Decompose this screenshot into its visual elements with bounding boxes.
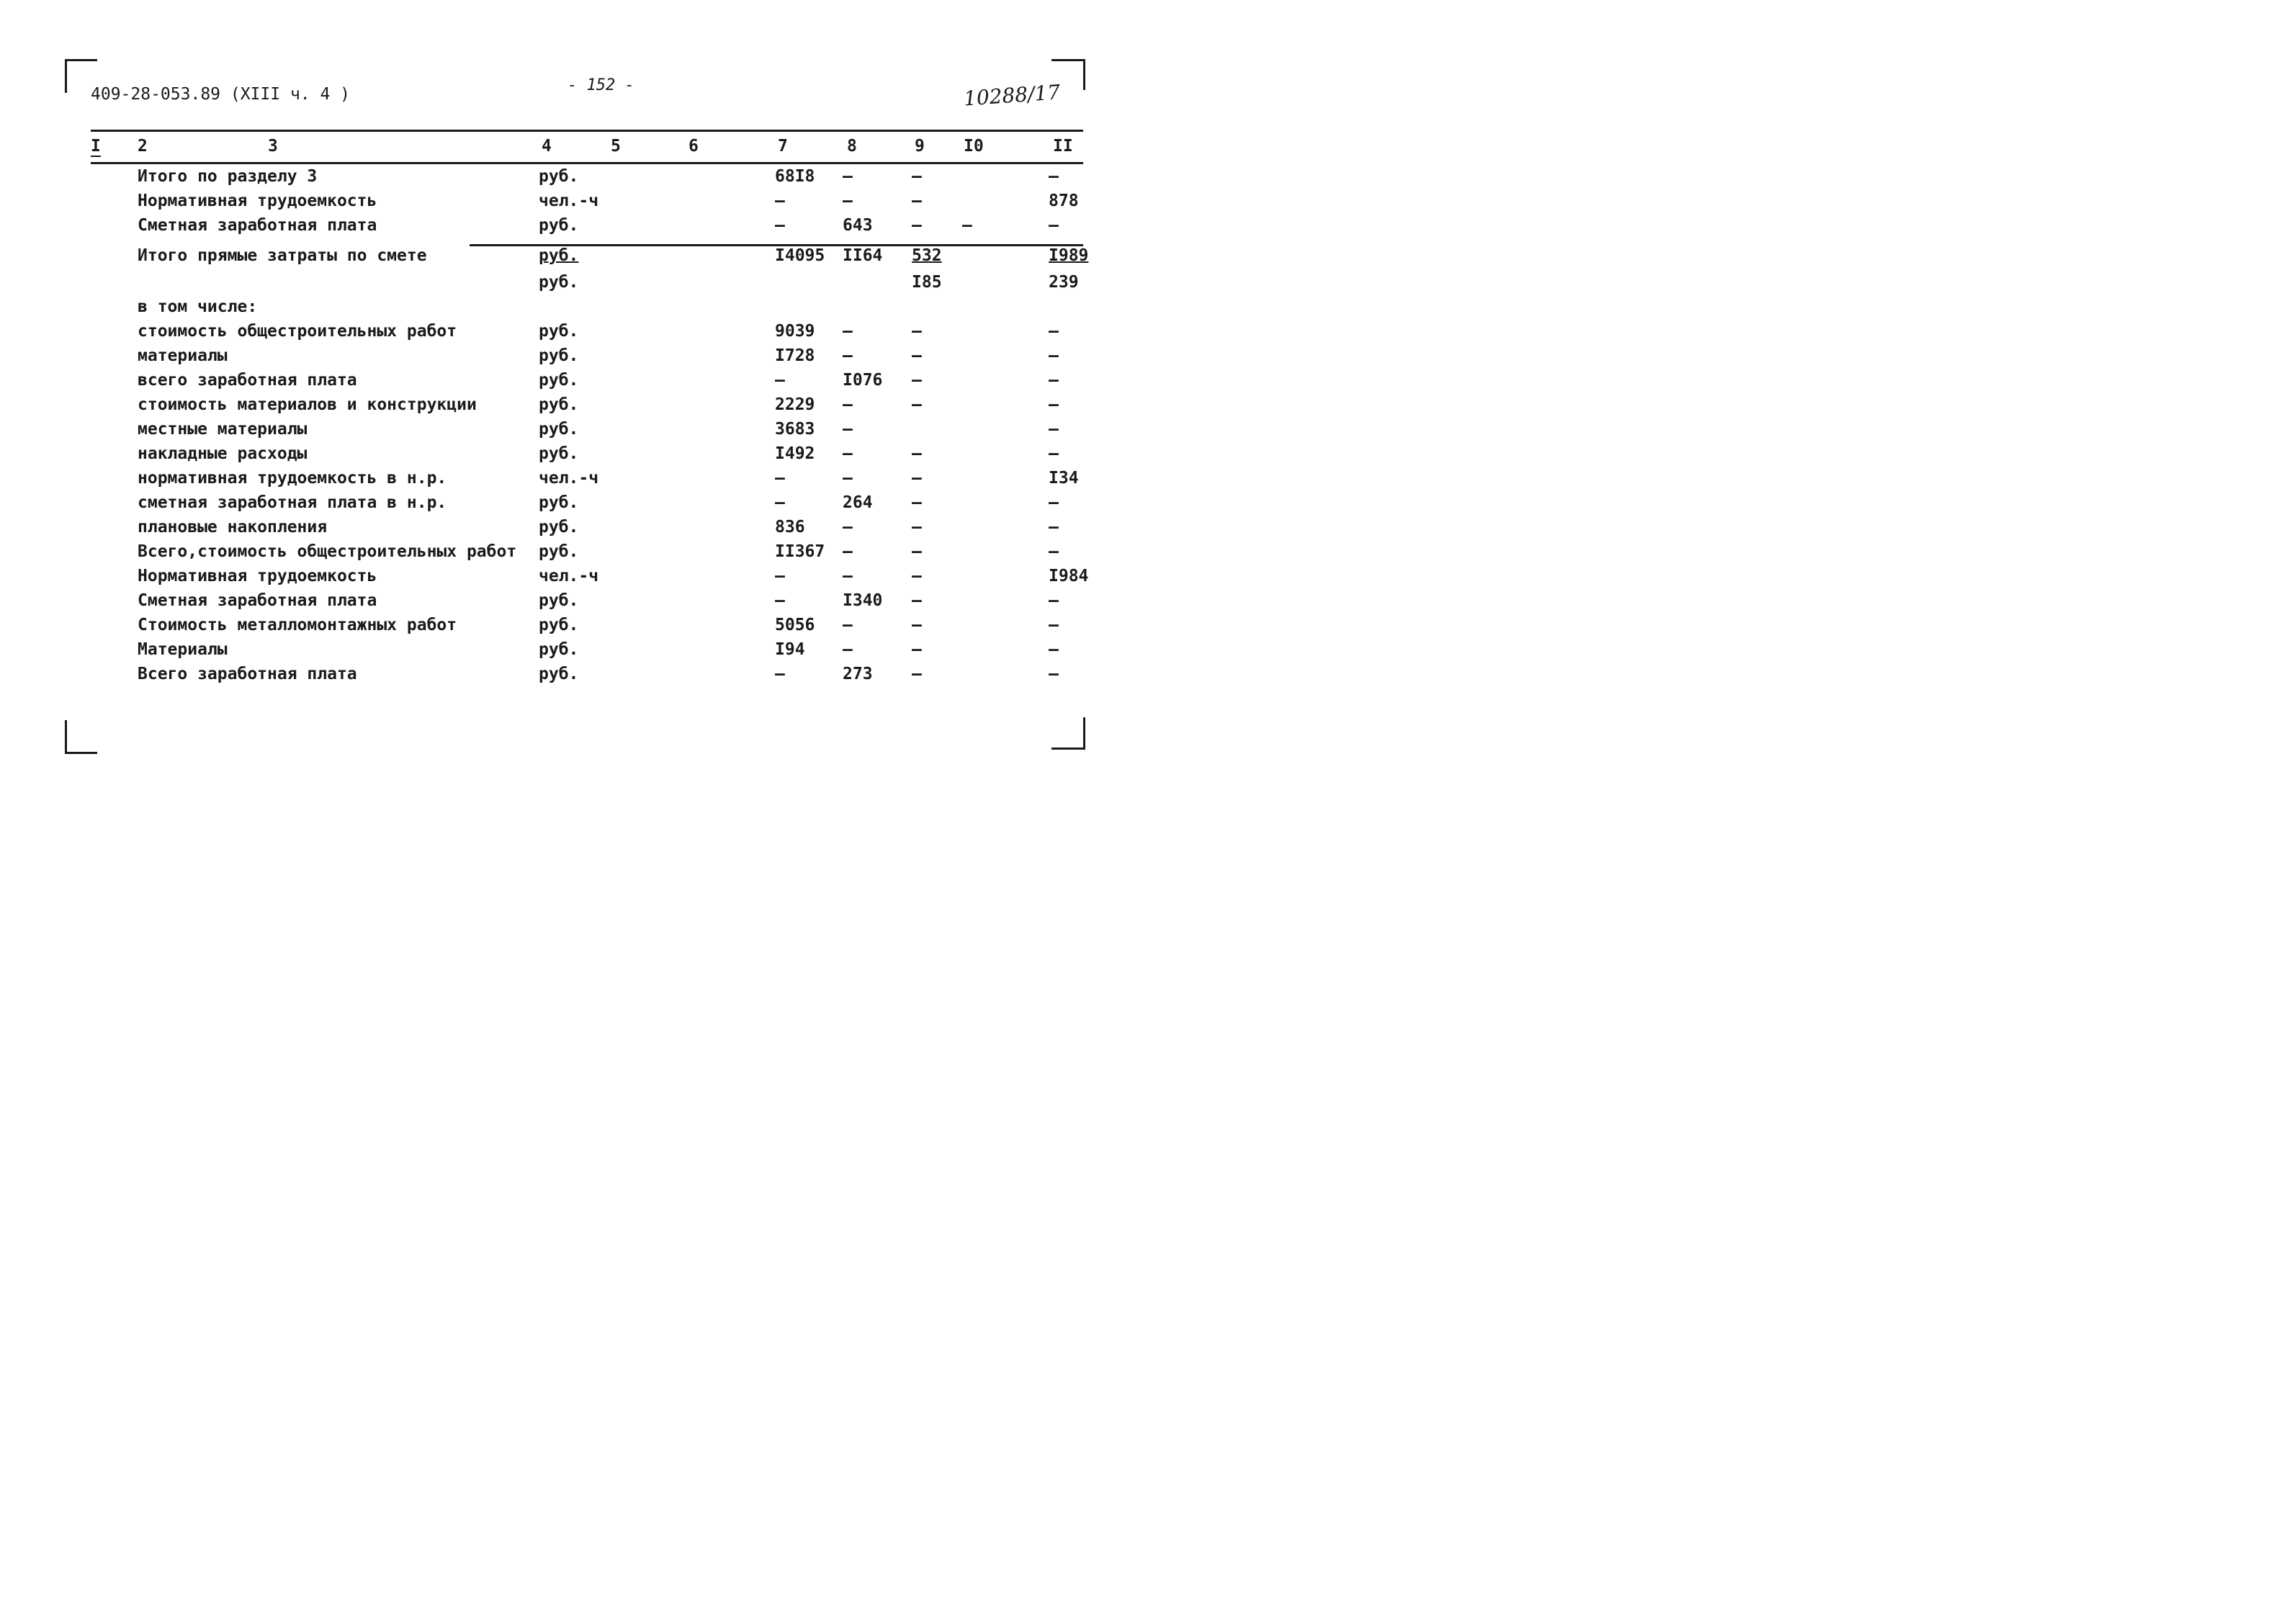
row-col9: – (912, 591, 922, 610)
document-code: 409-28-053.89 (XIII ч. 4 ) (91, 85, 351, 104)
row-name: Сметная заработная плата (138, 591, 377, 610)
column-number-10: I0 (964, 137, 984, 156)
row-unit: руб. (539, 444, 579, 463)
row-name: стоимость общестроительных работ (138, 322, 457, 341)
row-unit: руб. (539, 322, 579, 341)
row-col11: – (1049, 665, 1059, 683)
row-name: Нормативная трудоемкость (138, 567, 377, 585)
row-name: материалы (138, 346, 228, 365)
row-name: накладные расходы (138, 444, 308, 463)
row-col8: 643 (843, 216, 873, 235)
row-col11: I34 (1049, 469, 1079, 488)
row-unit: руб. (539, 216, 579, 235)
column-number-2: 2 (138, 137, 148, 156)
column-number-4: 4 (542, 137, 552, 156)
row-col11: – (1049, 444, 1059, 463)
row-col7: – (775, 567, 785, 585)
row-col7: 5056 (775, 616, 815, 634)
row-unit: руб. (539, 518, 579, 537)
table-row (0, 590, 1148, 614)
row-name: стоимость материалов и конструкции (138, 395, 477, 414)
row-unit: руб. (539, 493, 579, 512)
table-top-rule (91, 130, 1083, 132)
row-col8: I340 (843, 591, 883, 610)
row-col8: – (843, 192, 853, 210)
row-col9: – (912, 371, 922, 390)
table-row (0, 663, 1148, 688)
column-number-5: 5 (611, 137, 621, 156)
table-row (0, 492, 1148, 516)
row-col8: II64 (843, 246, 883, 265)
row-col11: 239 (1049, 273, 1079, 292)
corner-mark-bottom-left (65, 720, 97, 754)
row-name: Всего заработная плата (138, 665, 357, 683)
row-name: Всего,стоимость общестроительных работ (138, 542, 517, 561)
row-col11: – (1049, 542, 1059, 561)
row-col8: – (843, 469, 853, 488)
row-col9: – (912, 567, 922, 585)
row-col7: II367 (775, 542, 825, 561)
header-bottom-rule (91, 162, 1083, 164)
table-row (0, 394, 1148, 418)
row-col11: – (1049, 518, 1059, 537)
table-row (0, 541, 1148, 565)
corner-mark-bottom-right (1051, 717, 1085, 750)
row-col9: – (912, 518, 922, 537)
column-number-3: 3 (268, 137, 278, 156)
column-number-7: 7 (778, 137, 788, 156)
row-col11: – (1049, 420, 1059, 439)
row-unit: руб. (539, 616, 579, 634)
table-row (0, 467, 1148, 492)
row-col9: – (912, 192, 922, 210)
row-col8: – (843, 346, 853, 365)
table-row (0, 418, 1148, 443)
row-col8: – (843, 567, 853, 585)
table-row (0, 239, 1148, 271)
row-col11: – (1049, 640, 1059, 659)
row-col11: – (1049, 591, 1059, 610)
row-col9: – (912, 167, 922, 186)
row-col8: – (843, 395, 853, 414)
row-col8: – (843, 518, 853, 537)
row-col8: – (843, 167, 853, 186)
row-unit: чел.-ч (539, 192, 599, 210)
row-col9: – (912, 395, 922, 414)
row-unit: чел.-ч (539, 469, 599, 488)
row-unit: чел.-ч (539, 567, 599, 585)
row-col8: – (843, 640, 853, 659)
row-col8: – (843, 420, 853, 439)
row-unit: руб. (539, 665, 579, 683)
row-unit: руб. (539, 395, 579, 414)
row-unit: руб. (539, 371, 579, 390)
row-col9: – (912, 469, 922, 488)
row-unit: руб. (539, 591, 579, 610)
row-col9: – (912, 616, 922, 634)
row-col7: – (775, 371, 785, 390)
row-col11: – (1049, 322, 1059, 341)
table-row (0, 215, 1148, 239)
page-number: - 152 - (568, 76, 634, 94)
row-name: местные материалы (138, 420, 308, 439)
row-col7: I728 (775, 346, 815, 365)
row-name: Стоимость металломонтажных работ (138, 616, 457, 634)
row-col11: – (1049, 167, 1059, 186)
row-col9: 532 (912, 246, 942, 265)
table-row (0, 614, 1148, 639)
row-col9: – (912, 216, 922, 235)
row-col7: 2229 (775, 395, 815, 414)
table-row (0, 639, 1148, 663)
row-col8: 273 (843, 665, 873, 683)
row-name: Нормативная трудоемкость (138, 192, 377, 210)
estimate-table (0, 166, 1148, 688)
row-col7: 3683 (775, 420, 815, 439)
row-col7: – (775, 469, 785, 488)
column-number-9: 9 (915, 137, 925, 156)
row-col11: I989 (1049, 246, 1089, 265)
archive-number: 10288/17 (963, 80, 1062, 111)
table-row (0, 296, 1148, 320)
column-number-1: I (91, 137, 101, 156)
row-col8: 264 (843, 493, 873, 512)
row-name: плановые накопления (138, 518, 328, 537)
table-row (0, 369, 1148, 394)
row-name: Итого по разделу 3 (138, 167, 318, 186)
row-col9: – (912, 542, 922, 561)
row-col11: – (1049, 346, 1059, 365)
row-col9: – (912, 322, 922, 341)
row-col11: – (1049, 216, 1059, 235)
row-col7: – (775, 591, 785, 610)
row-col7: 836 (775, 518, 805, 537)
row-col8: – (843, 616, 853, 634)
row-col8: – (843, 542, 853, 561)
row-unit: руб. (539, 246, 579, 265)
row-unit: руб. (539, 420, 579, 439)
row-col8: – (843, 322, 853, 341)
table-row (0, 271, 1148, 296)
row-col9: – (912, 444, 922, 463)
row-col9: – (912, 665, 922, 683)
table-row (0, 190, 1148, 215)
row-col11: 878 (1049, 192, 1079, 210)
row-col9: – (912, 493, 922, 512)
row-name: сметная заработная плата в н.р. (138, 493, 447, 512)
row-name: всего заработная плата (138, 371, 357, 390)
row-col9: I85 (912, 273, 942, 292)
row-unit: руб. (539, 640, 579, 659)
row-col11: – (1049, 616, 1059, 634)
row-unit: руб. (539, 273, 579, 292)
row-col7: – (775, 493, 785, 512)
table-row (0, 565, 1148, 590)
column-number-11: II (1053, 137, 1073, 156)
table-row (0, 166, 1148, 190)
row-col8: I076 (843, 371, 883, 390)
row-col9: – (912, 640, 922, 659)
row-name: в том числе: (138, 297, 258, 316)
row-name: Сметная заработная плата (138, 216, 377, 235)
row-col11: – (1049, 493, 1059, 512)
row-col7: – (775, 216, 785, 235)
row-col11: – (1049, 371, 1059, 390)
table-row (0, 320, 1148, 345)
row-col11: I984 (1049, 567, 1089, 585)
column-number-6: 6 (689, 137, 699, 156)
row-col8: – (843, 444, 853, 463)
row-col10: – (962, 216, 972, 235)
row-col7: – (775, 192, 785, 210)
row-col7: – (775, 665, 785, 683)
table-row (0, 516, 1148, 541)
row-col11: – (1049, 395, 1059, 414)
table-row (0, 443, 1148, 467)
row-col7: 9039 (775, 322, 815, 341)
row-unit: руб. (539, 167, 579, 186)
row-name: нормативная трудоемкость в н.р. (138, 469, 447, 488)
row-col7: I4095 (775, 246, 825, 265)
row-col9: – (912, 346, 922, 365)
row-name: Материалы (138, 640, 228, 659)
row-unit: руб. (539, 542, 579, 561)
row-col7: 68I8 (775, 167, 815, 186)
row-unit: руб. (539, 346, 579, 365)
row-name: Итого прямые затраты по смете (138, 246, 427, 265)
column-number-8: 8 (847, 137, 857, 156)
row-col7: I94 (775, 640, 805, 659)
row-col7: I492 (775, 444, 815, 463)
table-row (0, 345, 1148, 369)
